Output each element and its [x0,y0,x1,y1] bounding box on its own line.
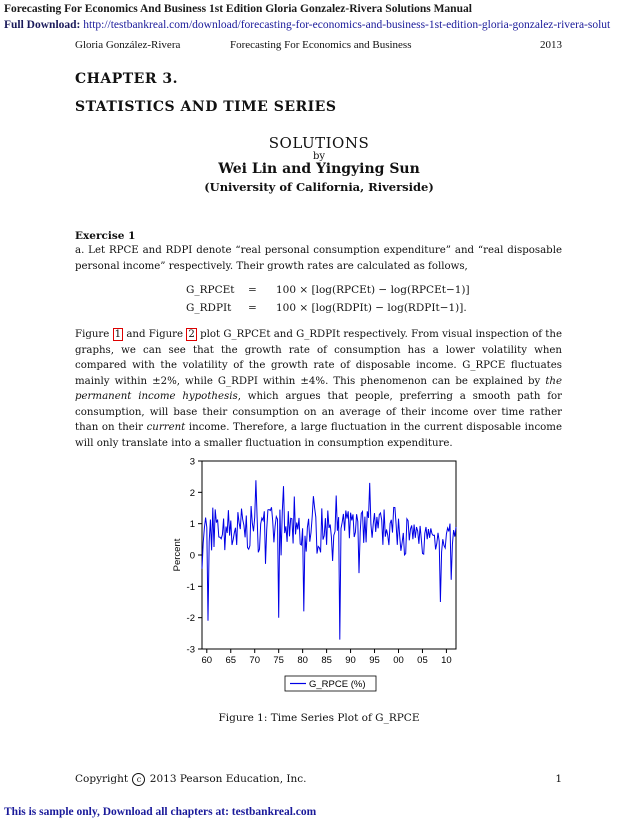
y-axis [187,457,202,656]
x-tick-label: 00 [393,655,404,666]
exercise-paragraph-1: a. Let RPCE and RDPI denote “real personal consumption expenditure” and “real disposable personal income” respectively. Their growth rates are calculated as follows, [75,245,562,272]
equation-2-rhs: 100 × [log(RDPIt) − log(RDPIt−1)]. [276,302,467,314]
equation-1-rhs: 100 × [log(RPCEt) − log(RPCEt−1)] [276,284,470,296]
page-number: 1 [555,773,562,785]
g-rpce-chart [160,455,470,695]
bottom-note[interactable]: This is sample only, Download all chapters at: testbankreal.com [4,806,317,818]
by-label: by [312,151,326,162]
exercise-paragraph-2: Figure 1 and Figure 2 plot G_RPCEt and G_RDPIt respectively. From visual inspection of the graphs, we can see that the growth rate of consumption has a lower volatility when compared with the volatility of the growth rate of disposable income. G_RPCE fluctuates mainly within ±2%, while G_RDPI within ±4%. This phenomenon can be explained by the permanent income hypothesis, which argues that people, preferring a smooth path for consumption, will base their consumption on an average of their income over time rather than on their current income. Therefore, a large fluctuation in the current disposable income will only translate into a smaller fluctuation in consumption expenditure. [75,329,563,449]
y-tick-label: -2 [186,613,195,625]
x-tick-label: 90 [345,655,356,666]
affiliation: (University of California, Riverside) [204,180,434,194]
x-tick-label: 60 [201,655,213,666]
x-tick-label: 65 [225,655,237,666]
x-tick-label: 75 [273,655,284,666]
y-tick-label: -1 [186,581,195,593]
y-tick-label: 1 [189,519,195,531]
x-tick-label: 05 [417,655,428,666]
x-tick-label: 85 [321,655,332,666]
y-tick-label: -3 [186,644,195,656]
banner-title: Forecasting For Economics And Business 1st Edition Gloria Gonzalez-Rivera Solutions Manual [4,3,472,15]
header-author: Gloria González-Rivera [75,39,181,51]
header-book: Forecasting For Economics and Business [230,39,412,51]
figure-2-link[interactable]: 2 [188,329,195,340]
legend-label: G_RPCE (%) [309,679,366,690]
exercise-heading: Exercise 1 [75,230,136,242]
x-tick-label: 70 [249,655,261,666]
x-tick-label: 10 [441,655,452,666]
figure-caption: Figure 1: Time Series Plot of G_RPCE [218,712,420,724]
plot-frame [202,461,456,649]
equation-1-sign: = [248,284,257,296]
y-tick-label: 2 [189,487,195,499]
page-footer [75,773,562,786]
authors: Wei Lin and Yingying Sun [218,161,420,177]
y-tick-label: 0 [189,550,195,562]
y-tick-label: 3 [189,456,195,468]
solutions-heading: SOLUTIONS [268,134,370,152]
chapter-number: CHAPTER 3. [75,71,178,87]
copyright-text: 2013 Pearson Education, Inc. [149,773,307,785]
figure-1-link[interactable]: 1 [114,329,122,340]
equation-1-lhs: G_RPCEt [186,284,235,296]
x-tick-label: 80 [297,655,308,666]
equation-2-lhs: G_RDPIt [186,302,232,314]
x-axis [202,649,452,666]
download-label: Full Download: [4,19,81,31]
download-link[interactable]: http://testbankreal.com/download/forecasting-for-economics-and-business-1st-edition-gloria-gonzalez-rivera-solut [83,19,611,31]
y-axis-label: Percent [172,538,183,572]
download-banner [4,19,610,31]
chapter-title: STATISTICS AND TIME SERIES [75,99,337,115]
copyright-symbol: c [132,773,145,786]
header-year: 2013 [540,39,562,51]
x-tick-label: 95 [369,655,380,666]
equation-2-sign: = [248,302,257,314]
copyright-label: Copyright [75,773,129,785]
